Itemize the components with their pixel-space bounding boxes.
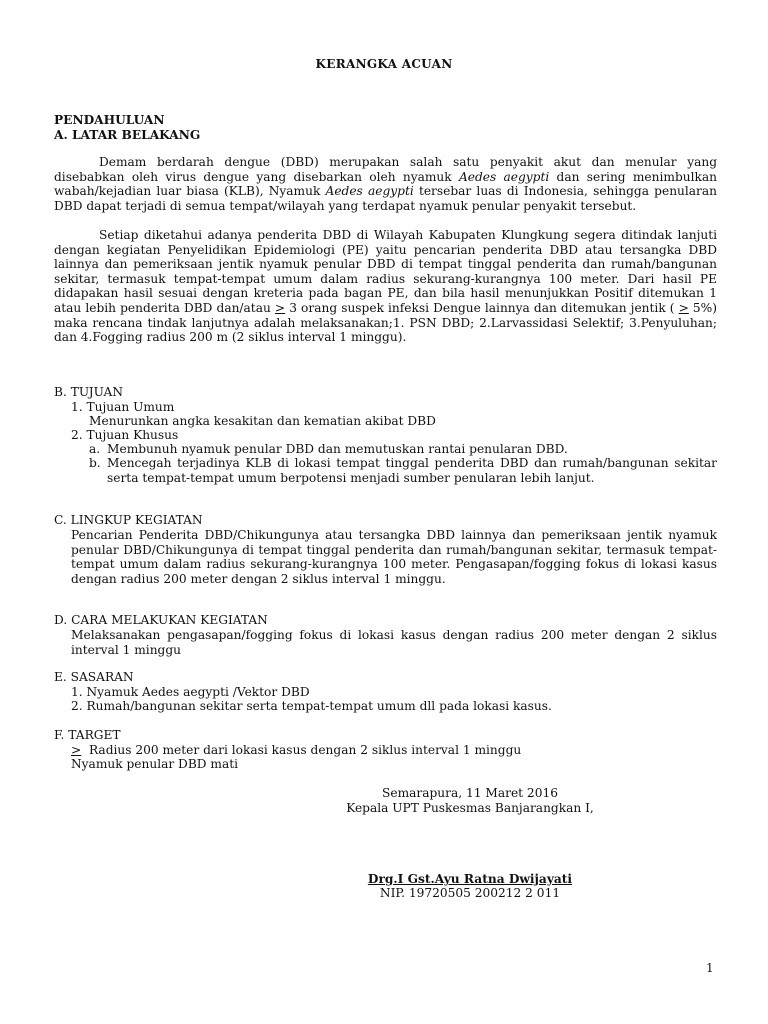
tujuan-umum-text: Menurunkan angka kesakitan dan kematian akibat DBD (89, 414, 436, 428)
lingkup-text: Pencarian Penderita DBD/Chikungunya atau tersangka DBD lainnya dan pemeriksaan jentik nyamuk penular DBD/Chikungunya di tempat tinggal penderita dan rumah/bangunan sekitar, termasuk tempat-tempat umum dalam radius sekurang-kurangnya 100 meter. Pengasapan/fogging fokus di lokasi kasus dengan radius 200 meter dengan 2 siklus interval 1 minggu. (71, 528, 717, 586)
heading-tujuan: B. TUJUAN (54, 385, 124, 399)
paragraph-latar-1: Demam berdarah dengue (DBD) merupakan salah satu penyakit akut dan menular yang disebabkan oleh virus dengue yang disebarkan oleh nyamuk Aedes aegypti dan sering menimbulkan wabah/kejadian luar biasa (KLB), Nyamuk Aedes aegypti tersebar luas di Indonesia, sehingga penularan DBD dapat terjadi di semua tempat/wilayah yang terdapat nyamuk penular penyakit tersebut. (54, 155, 717, 213)
signature-name: Drg.I Gst.Ayu Ratna Dwijayati (367, 872, 573, 886)
greater-equal-sign: > (274, 300, 286, 315)
sasaran-item-1: 1. Nyamuk Aedes aegypti /Vektor DBD (71, 685, 310, 699)
heading-cara-melakukan: D. CARA MELAKUKAN KEGIATAN (54, 613, 268, 627)
paragraph-latar-2: Setiap diketahui adanya penderita DBD di Wilayah Kabupaten Klungkung segera ditindak lanjuti dengan kegiatan Penyelidikan Epidemiologi (PE) yaitu pencarian penderita DBD atau tersangka DBD lainnya dan pemeriksaan jentik nyamuk penular DBD di tempat tinggal penderita dan rumah/bangunan sekitar, termasuk tempat-tempat umum dalam radius sekurang-kurangnya 100 meter. Dari hasil PE didapakan hasil sesuai dengan kreteria pada bagan PE, dan bila hasil menunjukkan Positif ditemukan 1 atau lebih penderita DBD dan/atau > 3 orang suspek infeksi Dengue lainnya dan ditemukan jentik ( > 5%) maka rencana tindak lanjutnya adalah melaksanakan;1. PSN DBD; 2.Larvassidasi Selektif; 3.Penyuluhan; dan 4.Fogging radius 200 m (2 siklus interval 1 minggu). (54, 228, 718, 345)
heading-latar-belakang: A. LATAR BELAKANG (54, 128, 201, 142)
species-name: Aedes aegypti (458, 169, 550, 184)
signature-position: Kepala UPT Puskesmas Banjarangkan I, (346, 801, 594, 815)
greater-equal-sign: > (678, 300, 689, 315)
cara-text: Melaksanakan pengasapan/fogging fokus di lokasi kasus dengan radius 200 meter dengan 2 siklus interval 1 minggu (71, 628, 717, 657)
page-number: 1 (706, 961, 714, 975)
tujuan-khusus-label: 2. Tujuan Khusus (71, 428, 179, 442)
tujuan-khusus-a: a. Membunuh nyamuk penular DBD dan memutuskan rantai penularan DBD. (89, 442, 568, 456)
signature-place-date: Semarapura, 11 Maret 2016 (382, 786, 558, 800)
section-pendahuluan: PENDAHULUAN (54, 113, 165, 127)
heading-sasaran: E. SASARAN (54, 670, 134, 684)
target-item-2: Nyamuk penular DBD mati (71, 757, 239, 771)
greater-equal-sign: > (71, 743, 82, 757)
signature-nip: NIP. 19720505 200212 2 011 (379, 886, 561, 900)
sasaran-item-2: 2. Rumah/bangunan sekitar serta tempat-tempat umum dll pada lokasi kasus. (71, 699, 552, 713)
tujuan-khusus-b: b. Mencegah terjadinya KLB di lokasi tempat tinggal penderita DBD dan rumah/bangunan sekitar serta tempat-tempat umum berpotensi menjadi sumber penularan lebih lanjut. (89, 456, 717, 485)
heading-target: F. TARGET (54, 728, 121, 742)
target-item-1: > Radius 200 meter dari lokasi kasus dengan 2 siklus interval 1 minggu (71, 743, 522, 757)
tujuan-umum-label: 1. Tujuan Umum (71, 400, 175, 414)
document-title: KERANGKA ACUAN (315, 57, 453, 71)
species-name: Aedes aegypti (325, 184, 414, 199)
heading-lingkup-kegiatan: C. LINGKUP KEGIATAN (54, 513, 203, 527)
